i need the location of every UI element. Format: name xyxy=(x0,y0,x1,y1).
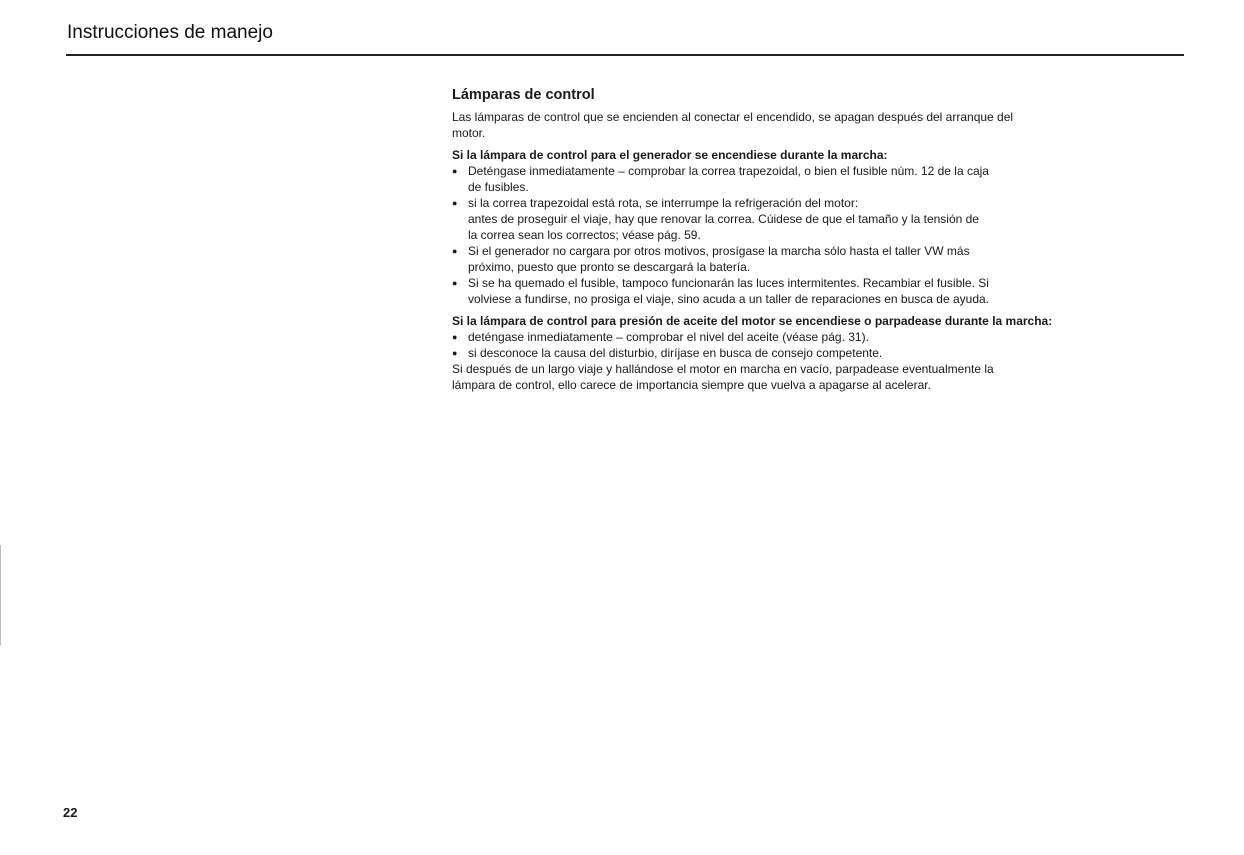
scan-edge-mark xyxy=(0,545,1,645)
list-item xyxy=(452,195,1212,243)
intro-line: motor. xyxy=(452,126,486,140)
bullet-line: ● Si se ha quemado el fusible, tampoco funcionarán las luces intermitentes. Recambiar el fusible. Si xyxy=(468,276,989,290)
closing-paragraph xyxy=(452,361,1212,393)
bullet-line: la correa sean los correctos; véase pág. 59. xyxy=(468,228,701,242)
intro-line: Las lámparas de control que se encienden al conectar el encendido, se apagan después del arranque del xyxy=(452,110,1014,124)
oil-pressure-heading: Si la lámpara de control para presión de aceite del motor se encendiese o parpadease durante la marcha: xyxy=(452,314,1053,328)
bullet-line: antes de proseguir el viaje, hay que renovar la correa. Cúidese de que el tamaño y la tensión de xyxy=(468,212,979,226)
page-number: 22 xyxy=(63,805,78,820)
closing-line: lámpara de control, ello carece de importancia siempre que vuelva a apagarse al acelerar. xyxy=(452,378,931,392)
list-item xyxy=(452,275,1212,307)
bullet-line: próximo, puesto que pronto se descargará la batería. xyxy=(468,260,751,274)
list-item xyxy=(452,243,1212,275)
oil-pressure-bullet-list xyxy=(452,329,1212,361)
closing-line: Si después de un largo viaje y hallándose el motor en marcha en vacío, parpadease eventualmente la xyxy=(452,362,994,376)
bullet-line: ● si la correa trapezoidal está rota, se interrumpe la refrigeración del motor: xyxy=(468,196,859,210)
section-title: Lámparas de control xyxy=(452,87,595,103)
intro-paragraph xyxy=(452,109,1212,141)
generator-heading: Si la lámpara de control para el generador se encendiese durante la marcha: xyxy=(452,148,888,162)
list-item: ● deténgase inmediatamente – comprobar el nivel del aceite (véase pág. 31). xyxy=(452,329,1212,345)
generator-bullet-list xyxy=(452,163,1212,307)
bullet-line: volviese a fundirse, no prosiga el viaje, sino acuda a un taller de reparaciones en busca de ayuda. xyxy=(468,292,989,306)
header-divider xyxy=(66,54,1184,56)
list-item: ● si desconoce la causa del disturbio, diríjase en busca de consejo competente. xyxy=(452,345,1212,361)
page-header-title: Instrucciones de manejo xyxy=(67,22,273,43)
bullet-line: ● Deténgase inmediatamente – comprobar la correa trapezoidal, o bien el fusible núm. 12 de la caja xyxy=(468,164,989,178)
list-item xyxy=(452,163,1212,195)
bullet-line: de fusibles. xyxy=(468,180,529,194)
main-content xyxy=(452,86,1212,393)
bullet-line: ● Si el generador no cargara por otros motivos, prosígase la marcha sólo hasta el taller VW más xyxy=(468,244,970,258)
